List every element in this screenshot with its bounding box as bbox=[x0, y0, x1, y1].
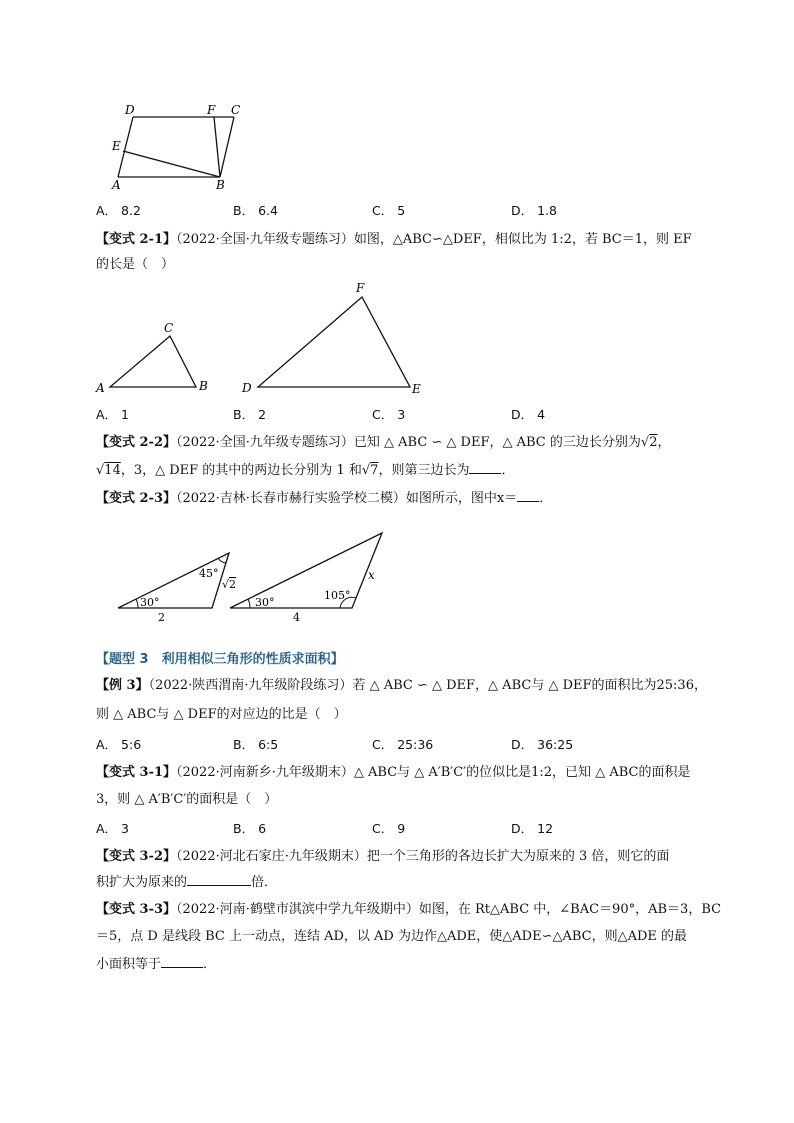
triangle-abc bbox=[110, 336, 196, 387]
triangle-small bbox=[118, 553, 229, 608]
section-title: 【题型 3 利用相似三角形的性质求面积】 bbox=[96, 652, 344, 667]
label-b: B bbox=[216, 178, 225, 192]
option-b: B． 6.4 bbox=[233, 203, 278, 218]
label-d-large: D bbox=[242, 381, 252, 395]
answer-blank[interactable] bbox=[469, 461, 501, 474]
option-d: D． 36:25 bbox=[511, 737, 574, 752]
option-b: B． 6 bbox=[233, 821, 267, 836]
question-v21-line1: 【变式 2-1】（2022·全国·九年级专题练习）如图，△ABC∽△DEF，相似比为 1:2，若 BC＝1，则 EF bbox=[96, 232, 692, 247]
option-a: A． 5:6 bbox=[96, 737, 142, 752]
angle-30-large: 30° bbox=[255, 596, 275, 609]
label-a-small: A bbox=[96, 381, 105, 395]
figure-angle-triangles bbox=[112, 525, 402, 630]
answer-blank[interactable] bbox=[161, 955, 203, 968]
question-v21-line2: 的长是（ ） bbox=[96, 257, 175, 272]
option-b: B． 2 bbox=[233, 407, 267, 422]
option-a: A． 8.2 bbox=[96, 203, 141, 218]
question-ex3-line1: 【例 3】（2022·陕西渭南·九年级阶段练习）若 △ ABC ∽ △ DEF，△ ABC与 △ DEF的面积比为25:36， bbox=[96, 678, 707, 693]
label-c: C bbox=[231, 103, 241, 117]
side-x: x bbox=[368, 568, 375, 582]
figure-parallelogram bbox=[108, 100, 258, 192]
edge-cb bbox=[220, 117, 234, 177]
option-d: D． 1.8 bbox=[511, 203, 558, 218]
angle-45: 45° bbox=[199, 567, 219, 580]
option-a: A． 1 bbox=[96, 407, 129, 422]
triangle-large bbox=[230, 533, 382, 608]
side-2: 2 bbox=[158, 611, 165, 624]
label-e-large: E bbox=[412, 382, 421, 395]
option-d: D． 4 bbox=[511, 407, 546, 422]
answer-blank[interactable] bbox=[517, 489, 539, 502]
option-c: C． 9 bbox=[372, 821, 406, 836]
side-sqrt2: √2 bbox=[222, 578, 237, 591]
option-c: C． 25:36 bbox=[372, 737, 434, 752]
question-v33-line3: 小面积等于 ． bbox=[96, 957, 217, 972]
triangle-def bbox=[258, 297, 410, 387]
angle-30-small: 30° bbox=[140, 596, 160, 609]
label-d: D bbox=[125, 103, 135, 117]
question-v31-line1: 【变式 3-1】（2022·河南新乡·九年级期末）△ ABC与 △ A′B′C′的位似比是1:2，已知 △ ABC的面积是 bbox=[96, 765, 691, 780]
question-v23: 【变式 2-3】（2022·吉林·长春市赫行实验学校二模）如图所示，图中x＝ ． bbox=[96, 491, 553, 506]
question-v31-line2: 3，则 △ A′B′C′的面积是（ ） bbox=[96, 792, 278, 807]
option-a: A． 3 bbox=[96, 821, 129, 836]
label-c-small: C bbox=[164, 321, 174, 335]
option-b: B． 6:5 bbox=[233, 737, 279, 752]
label-f-large: F bbox=[356, 281, 365, 295]
question-v22-line2: √14，3，△ DEF 的其中的两边长分别为 1 和√7，则第三边长为 ． bbox=[96, 463, 515, 478]
question-v32-line1: 【变式 3-2】（2022·河北石家庄·九年级期末）把一个三角形的各边长扩大为原来的 3 倍，则它的面 bbox=[96, 849, 670, 864]
label-a: A bbox=[112, 178, 121, 192]
answer-blank[interactable] bbox=[187, 873, 251, 886]
question-v22-line1: 【变式 2-2】（2022·全国·九年级专题练习）已知 △ ABC ∽ △ DEF，△ ABC 的三边长分别为√2， bbox=[96, 435, 671, 450]
option-d: D． 12 bbox=[511, 821, 554, 836]
figure-similar-triangles bbox=[92, 280, 432, 395]
label-f: F bbox=[207, 103, 216, 117]
label-b-small: B bbox=[199, 379, 208, 393]
segment-fb bbox=[214, 117, 220, 177]
option-c: C． 3 bbox=[372, 407, 406, 422]
question-ex3-line2: 则 △ ABC与 △ DEF的对应边的比是（ ） bbox=[96, 707, 347, 722]
angle-105: 105° bbox=[324, 589, 351, 602]
side-4: 4 bbox=[293, 611, 300, 624]
question-v33-line2: ＝5，点 D 是线段 BC 上一动点，连结 AD，以 AD 为边作△ADE，使△ADE∽△ABC，则△ADE 的最 bbox=[96, 929, 688, 944]
option-c: C． 5 bbox=[372, 203, 406, 218]
segment-eb bbox=[123, 151, 220, 177]
question-v32-line2: 积扩大为原来的 倍． bbox=[96, 875, 278, 890]
label-e: E bbox=[112, 139, 121, 153]
question-v33-line1: 【变式 3-3】（2022·河南·鹤壁市淇滨中学九年级期中）如图，在 Rt△ABC 中，∠BAC＝90°，AB＝3，BC bbox=[96, 902, 722, 917]
